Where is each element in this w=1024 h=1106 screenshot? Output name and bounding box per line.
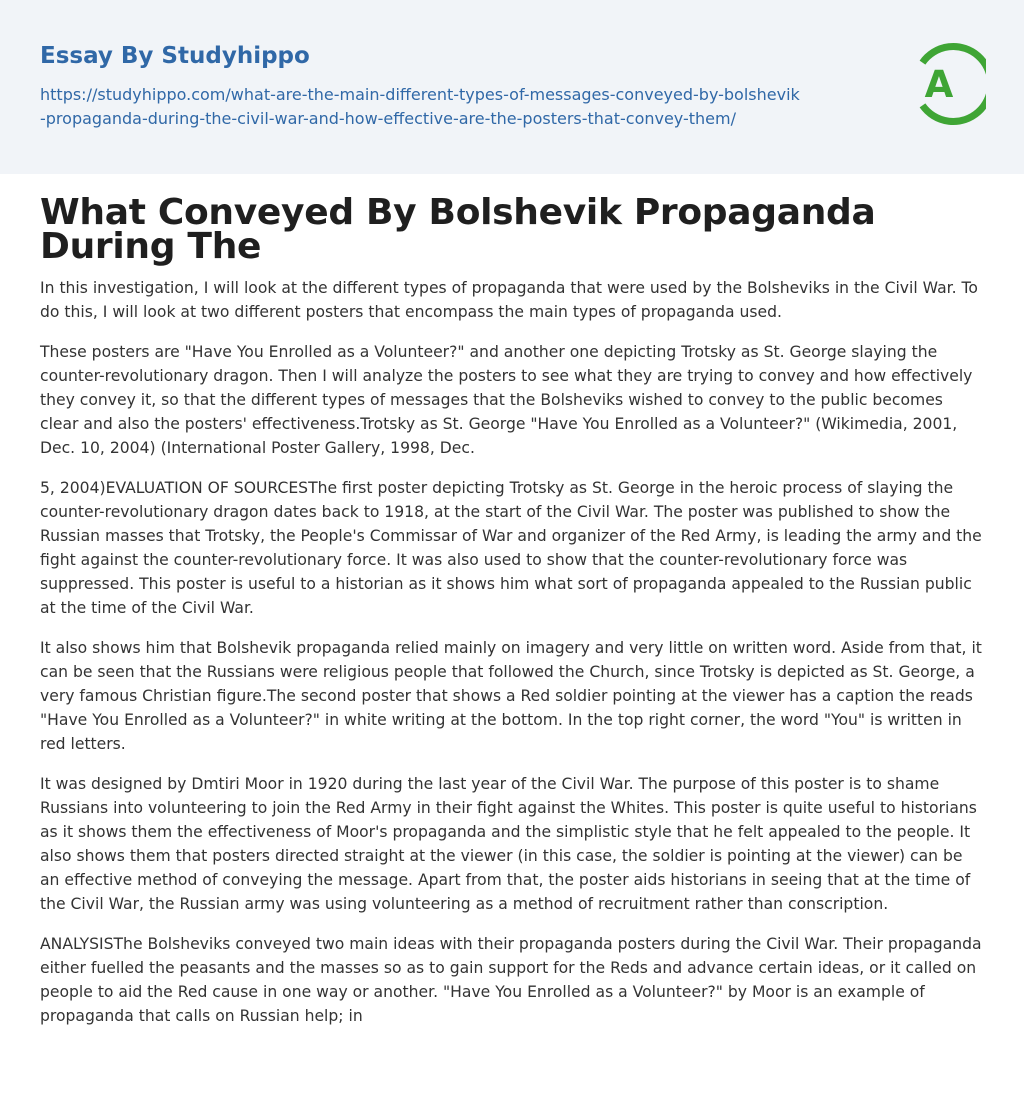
source-url-link[interactable]: https://studyhippo.com/what-are-the-main-different-types-of-messages-conveyed-by-bolshevik-propaganda-during-the-civil-war-and-how-effective-are-the-posters-that-convey-them/ [40,85,800,128]
article-paragraph: These posters are "Have You Enrolled as a Volunteer?" and another one depicting Trotsky as St. George slaying the counter-revolutionary dragon. Then I will analyze the posters to see what they are trying to convey and how effectively they convey it, so that the different types of messages that the Bolsheviks wished to convey to the public becomes clear and also the posters' effectiveness.Trotsky as St. George "Have You Enrolled as a Volunteer?" (Wikimedia, 2001, Dec. 10, 2004) (International Poster Gallery, 1998, Dec. [40,343,973,457]
article [0,174,1024,1028]
article-paragraph: It was designed by Dmtiri Moor in 1920 during the last year of the Civil War. The purpose of this poster is to shame Russians into volunteering to join the Red Army in their fight against the Whites. This poster is quite useful to historians as it shows them the effectiveness of Moor's propaganda and the simplistic style that he felt appealed to the people. It also shows them that posters directed straight at the viewer (in this case, the soldier is pointing at the viewer) can be an effective method of conveying the message. Apart from that, the poster aids historians in seeing that at the time of the Civil War, the Russian army was using volunteering as a method of recruitment rather than conscription. [40,775,977,913]
studyhippo-a-logo-icon[interactable] [912,41,986,127]
article-paragraph: It also shows him that Bolshevik propaganda relied mainly on imagery and very little on written word. Aside from that, it can be seen that the Russians were religious people that followed the Church, since Trotsky is depicted as St. George, a very famous Christian figure.The second poster that shows a Red soldier pointing at the viewer has a caption the reads "Have You Enrolled as a Volunteer?" in white writing at the bottom. In the top right corner, the word "You" is written in red letters. [40,639,982,753]
article-title: What Conveyed By Bolshevik Propaganda During The [40,192,876,267]
article-paragraph: 5, 2004)EVALUATION OF SOURCESThe first poster depicting Trotsky as St. George in the heroic process of slaying the counter-revolutionary dragon dates back to 1918, at the start of the Civil War. The poster was published to show the Russian masses that Trotsky, the People's Commissar of War and organizer of the Red Army, is leading the army and the fight against the counter-revolutionary force. It was also used to show that the counter-revolutionary force was suppressed. This poster is useful to a historian as it shows him what sort of propaganda appealed to the Russian public at the time of the Civil War. [40,479,982,617]
brand-title[interactable]: Essay By Studyhippo [40,43,310,69]
logo-letter: A [924,63,954,106]
article-paragraph: In this investigation, I will look at the different types of propaganda that were used by the Bolsheviks in the Civil War. To do this, I will look at two different posters that encompass the main types of propaganda used. [40,279,978,321]
article-paragraph: ANALYSISThe Bolsheviks conveyed two main ideas with their propaganda posters during the Civil War. Their propaganda either fuelled the peasants and the masses so as to gain support for the Reds and advance certain ideas, or it called on people to aid the Red cause in one way or another. "Have You Enrolled as a Volunteer?" by Moor is an example of propaganda that calls on Russian help; in [40,935,982,1025]
site-header [0,0,1024,174]
